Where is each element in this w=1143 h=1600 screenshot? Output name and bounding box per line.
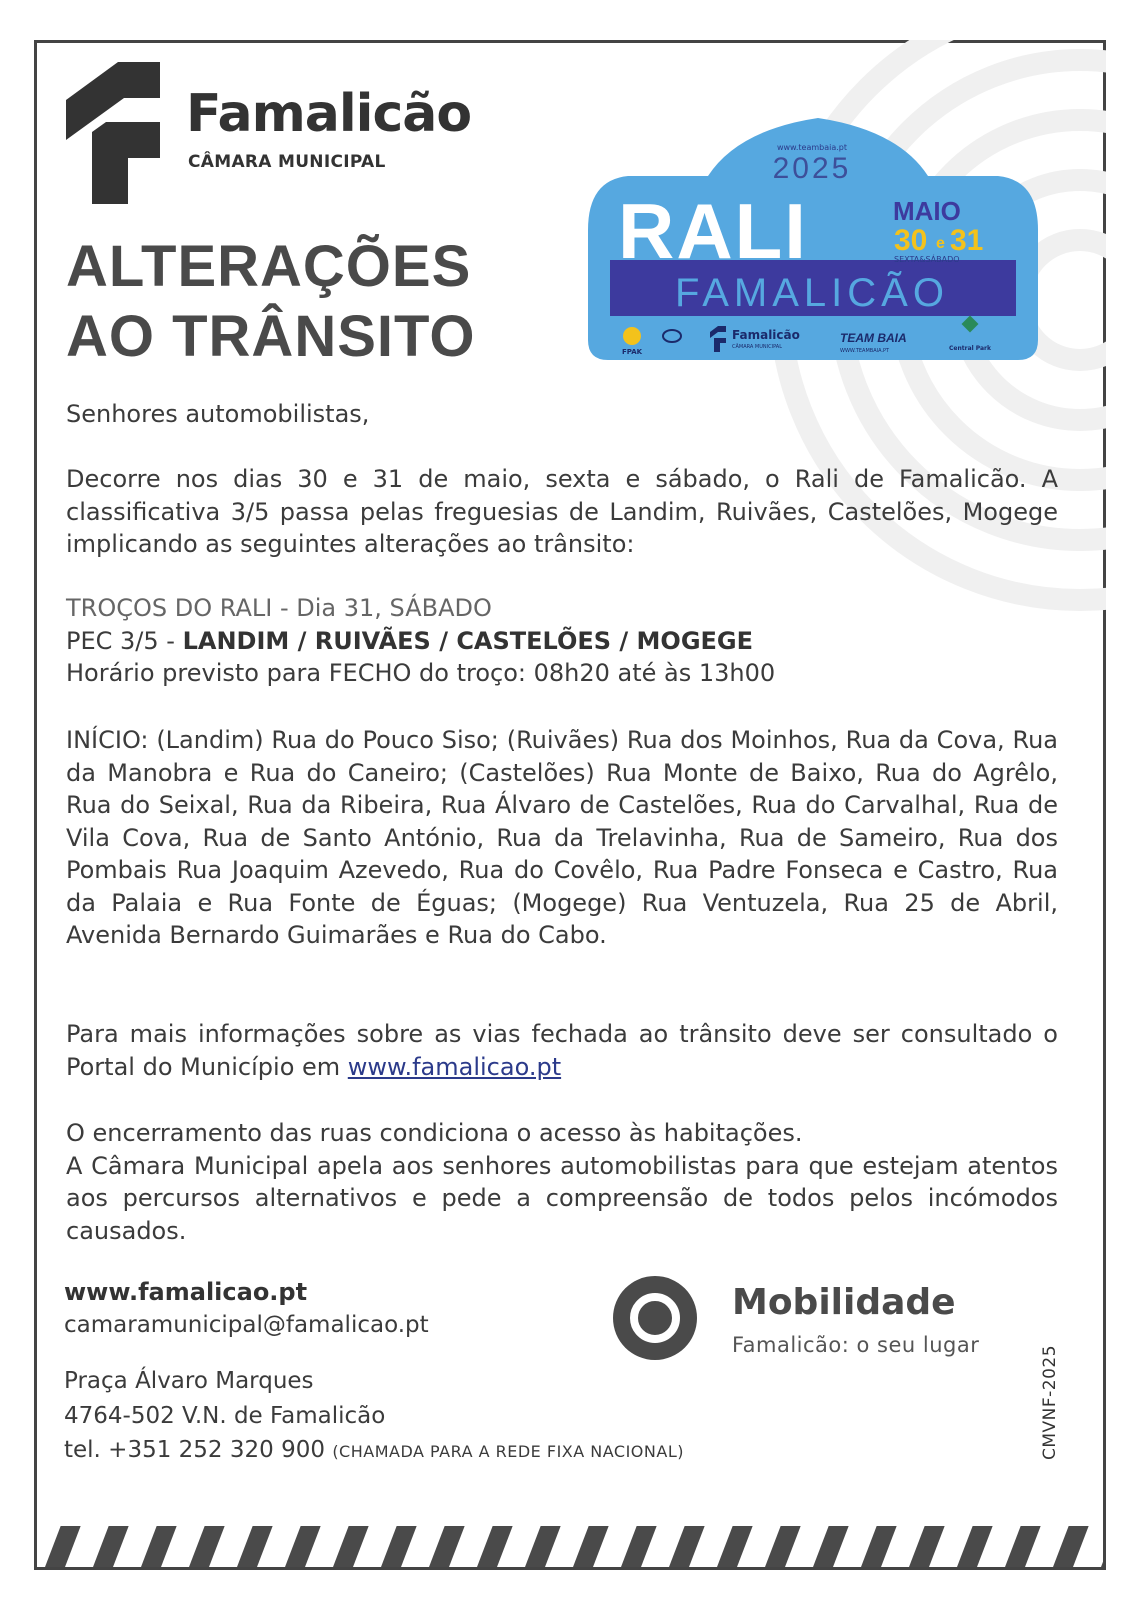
info-line (66, 1018, 1058, 1083)
logo-name: Famalicão (186, 84, 472, 144)
fpak-icon (623, 327, 641, 345)
rally-plate (588, 110, 1038, 362)
plate-maio: MAIO (893, 196, 961, 226)
plate-e: e (936, 235, 945, 252)
info-paragraph (66, 1018, 1058, 1083)
pec-label: PEC 3/5 - (66, 626, 183, 655)
mobility-subtitle: Famalicão: o seu lugar (732, 1333, 980, 1357)
closure-line-2: A Câmara Municipal apela aos senhores automobilistas para que estejam atentos aos percursos alternativos e pede a compreensão de todos pelos incómodos causados. (66, 1151, 1058, 1245)
footer-address-1: Praça Álvaro Marques (64, 1368, 314, 1394)
inicio-text: INÍCIO: (Landim) Rua do Pouco Siso; (Ruivães) Rua dos Moinhos, Rua da Cova, Rua da Manobra e Rua do Caneiro; (Castelões) Rua Monte de Baixo, Rua do Agrêlo, Rua do Seixal, Rua da Ribeira, Rua Álvaro de Castelões, Rua do Carvalhal, Rua de Vila Cova, Rua de Santo António, Rua da Trelavinha, Rua de Sameiro, Rua dos Pombais Rua Joaquim Azevedo, Rua do Covêlo, Rua Padre Fonseca e Castro, Rua da Palaia e Rua Fonte de Éguas; (Mogege) Rua Ventuzela, Rua 25 de Abril, Avenida Bernardo Guimarães e Rua do Cabo. (66, 726, 1058, 949)
intro-paragraph (66, 463, 1058, 561)
closure-line-1: O encerramento das ruas condiciona o acesso às habitações. (66, 1119, 803, 1147)
plate-rali: RALI (618, 187, 808, 275)
greeting (66, 398, 1058, 431)
rally-section (66, 592, 1058, 690)
plate-day-1: 30 (894, 224, 928, 257)
hazard-stripes (37, 1478, 1103, 1567)
mobility-title: Mobilidade (732, 1282, 956, 1323)
title-line-2: AO TRÂNSITO (66, 304, 476, 369)
sponsor-famalicao: Famalicão (732, 328, 800, 342)
plate-day-2: 31 (950, 224, 984, 257)
portal-link[interactable]: www.famalicao.pt (347, 1052, 562, 1081)
trocos-heading: TROÇOS DO RALI - Dia 31, SÁBADO (66, 594, 492, 622)
document-code: CMVNF-2025 (1040, 1344, 1060, 1460)
sponsor-central: Central Park (949, 345, 991, 352)
plate-days: SEXTA&SÁBADO (894, 255, 960, 264)
sponsor-famalicao-sub: CÂMARA MUNICIPAL (732, 344, 782, 350)
sponsor-teambaia: TEAM BAIA (840, 331, 907, 345)
mobility-icon (613, 1276, 697, 1360)
plate-year: 2025 (772, 152, 852, 185)
schedule-line: Horário previsto para FECHO do troço: 08h20 até às 13h00 (66, 659, 776, 687)
famalicao-logo-icon (66, 62, 162, 212)
footer-address-2: 4764-502 V.N. de Famalicão (64, 1403, 386, 1429)
footer-tel: tel. +351 252 320 900 (64, 1437, 325, 1463)
footer-website[interactable]: www.famalicao.pt (64, 1278, 308, 1306)
page-title (66, 232, 476, 372)
footer-tel-note: (CHAMADA PARA A REDE FIXA NACIONAL) (332, 1442, 684, 1461)
footer-email[interactable]: camaramunicipal@famalicao.pt (64, 1312, 429, 1338)
greeting-text: Senhores automobilistas, (66, 400, 370, 428)
plate-famalicao: FAMALICÃO (675, 271, 949, 315)
footer-tel-line (64, 1437, 684, 1463)
pec-line (66, 625, 1058, 658)
pec-places: LANDIM / RUIVÃES / CASTELÕES / MOGEGE (182, 626, 754, 655)
intro-text: Decorre nos dias 30 e 31 de maio, sexta e sábado, o Rali de Famalicão. A classificativa 3/5 passa pelas freguesias de Landim, Ruivães, Castelões, Mogege implicando as seguintes alterações ao trânsito: (66, 465, 1058, 558)
title-line-1: ALTERAÇÕES (66, 234, 472, 299)
info-text: Para mais informações sobre as vias fechada ao trânsito deve ser consultado o Portal do Município em (66, 1020, 1058, 1081)
sponsor-fpak: FPAK (621, 348, 643, 356)
logo-subtitle: CÂMARA MUNICIPAL (188, 152, 386, 172)
sponsor-teambaia-sub: WWW.TEAMBAIA.PT (840, 348, 890, 354)
inicio-paragraph (66, 724, 1058, 952)
plate-url: www.teambaia.pt (776, 143, 848, 152)
closure-paragraph (66, 1117, 1058, 1247)
